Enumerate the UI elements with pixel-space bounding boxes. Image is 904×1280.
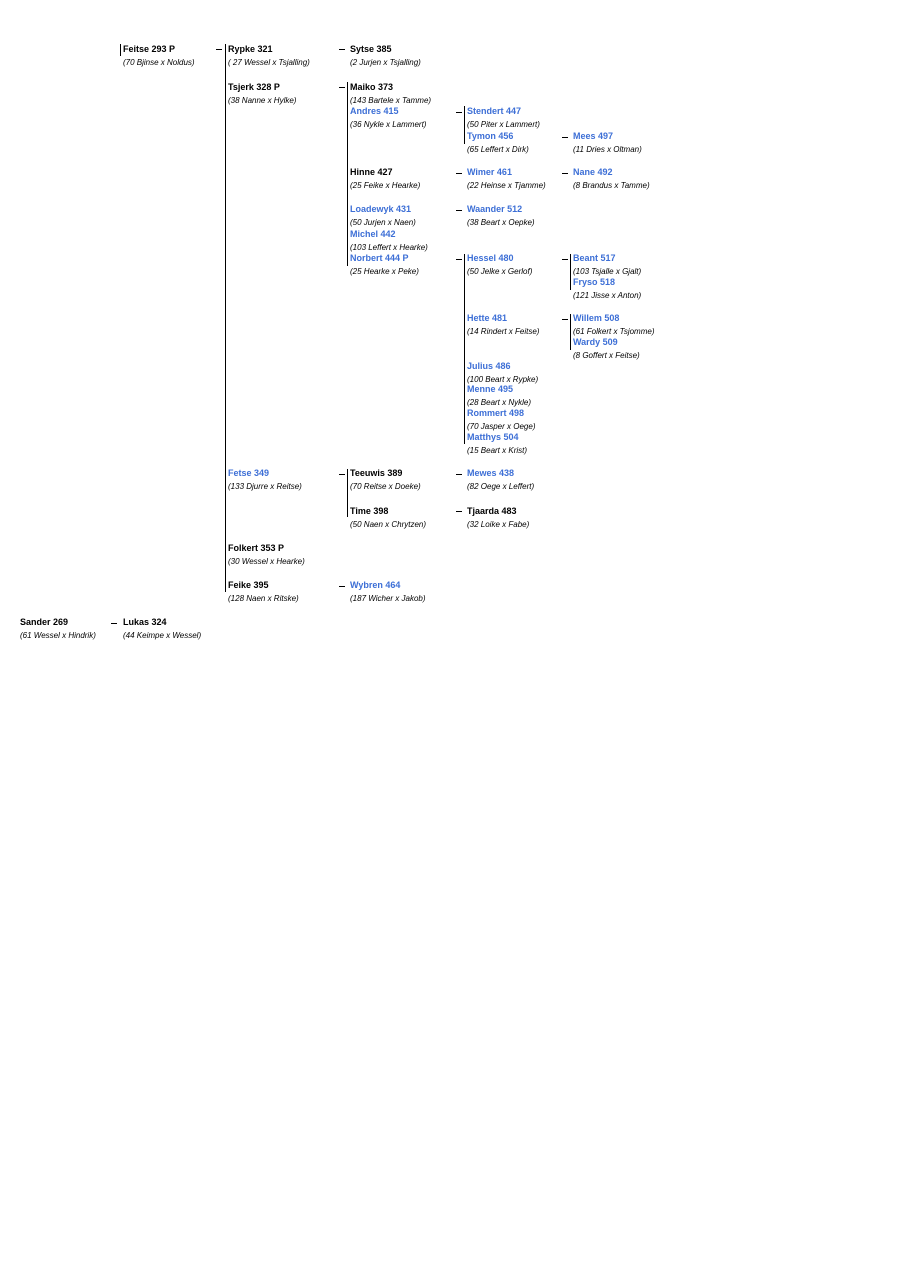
tree-connector [216,49,222,50]
person-link[interactable]: Mees 497 [573,131,614,141]
person-node[interactable] [350,229,428,253]
person-node[interactable] [350,253,419,277]
person-link[interactable]: Hette 481 [467,313,508,323]
person-node[interactable] [573,253,641,277]
person-link[interactable]: Mewes 438 [467,468,515,478]
tree-branch-line [570,314,571,350]
person-parents: (38 Beart x Oepke) [467,218,535,227]
person-parents: (11 Dries x Oltman) [573,145,642,154]
tree-branch-line [570,254,571,290]
person-parents: (25 Feike x Hearke) [350,181,421,190]
person-parents: (103 Leffert x Hearke) [350,243,428,252]
person-parents: (65 Leffert x Dirk) [467,145,529,154]
person-parents: (103 Tsjalle x Gjalt) [573,267,642,276]
person-parents: (70 Jasper x Oege) [467,422,536,431]
person-link[interactable]: Fetse 349 [228,468,270,478]
person-node [350,468,421,492]
person-parents: (50 Piter x Lammert) [467,120,540,129]
person-parents: (15 Beart x Krist) [467,446,528,455]
person-node [350,44,421,68]
person-node [228,543,305,567]
person-parents: (8 Brandus x Tamme) [573,181,650,190]
tree-connector [456,210,462,211]
person-parents: (30 Wessel x Hearke) [228,557,305,566]
person-link[interactable]: Tymon 456 [467,131,514,141]
person-node [228,82,296,106]
person-name: Hinne 427 [350,167,393,177]
person-link[interactable]: Wybren 464 [350,580,401,590]
person-link[interactable]: Michel 442 [350,229,396,239]
person-parents: (22 Heinse x Tjamme) [467,181,546,190]
person-node[interactable] [467,361,538,385]
person-node [123,617,201,641]
tree-branch-line [347,82,348,266]
person-node[interactable] [467,313,539,337]
person-link[interactable]: Fryso 518 [573,277,616,287]
person-node[interactable] [467,131,529,155]
person-parents: ( 27 Wessel x Tsjalling) [228,58,310,67]
tree-branch-line [464,254,465,444]
person-parents: (36 Nykle x Lammert) [350,120,427,129]
person-parents: (8 Goffert x Feitse) [573,351,640,360]
person-node [228,44,310,68]
person-node [20,617,96,641]
person-name: Tsjerk 328 P [228,82,280,92]
person-name: Sytse 385 [350,44,392,54]
person-parents: (143 Bartele x Tamme) [350,96,432,105]
tree-connector [562,173,568,174]
person-link[interactable]: Loadewyk 431 [350,204,412,214]
person-parents: (133 Djurre x Reitse) [228,482,302,491]
tree-connector [111,623,117,624]
person-node [228,580,299,604]
tree-connector [562,259,568,260]
person-name: Tjaarda 483 [467,506,517,516]
person-parents: (44 Keimpe x Wessel) [123,631,202,640]
person-name: Rypke 321 [228,44,273,54]
person-node[interactable] [467,408,535,432]
person-name: Lukas 324 [123,617,167,627]
person-node[interactable] [228,468,302,492]
person-node[interactable] [573,131,642,155]
person-parents: (61 Wessel x Hindrik) [20,631,96,640]
person-name: Maiko 373 [350,82,394,92]
tree-connector [456,112,462,113]
person-link[interactable]: Stendert 447 [467,106,522,116]
person-node[interactable] [573,277,641,301]
person-node [350,167,420,191]
tree-connector [456,259,462,260]
person-parents: (38 Nanne x Hylke) [228,96,297,105]
person-parents: (128 Naen x Ritske) [228,594,299,603]
person-parents: (61 Folkert x Tsjomme) [573,327,655,336]
person-node [467,506,529,530]
person-link[interactable]: Waander 512 [467,204,523,214]
person-name: Teeuwis 389 [350,468,403,478]
person-parents: (100 Beart x Rypke) [467,375,539,384]
person-parents: (82 Oege x Leffert) [467,482,535,491]
person-link[interactable]: Beant 517 [573,253,616,263]
tree-connector [456,474,462,475]
person-parents: (187 Wicher x Jakob) [350,594,426,603]
person-name: Time 398 [350,506,389,516]
tree-connector [339,474,345,475]
person-link[interactable]: Menne 495 [467,384,514,394]
person-link[interactable]: Norbert 444 P [350,253,409,263]
person-node[interactable] [573,167,650,191]
tree-connector [339,49,345,50]
person-node[interactable] [573,337,640,361]
person-parents: (28 Beart x Nykle) [467,398,532,407]
person-parents: (70 Bjinse x Noldus) [123,58,195,67]
person-link[interactable]: Willem 508 [573,313,620,323]
person-parents: (70 Reitse x Doeke) [350,482,421,491]
person-node[interactable] [467,468,534,492]
person-node[interactable] [467,204,535,228]
person-parents: (50 Jurjen x Naen) [350,218,416,227]
person-name: Feike 395 [228,580,269,590]
person-parents: (50 Naen x Chrytzen) [350,520,427,529]
person-link[interactable]: Wimer 461 [467,167,512,177]
person-node[interactable] [467,253,532,277]
person-node [123,44,195,68]
person-link[interactable]: Hessel 480 [467,253,514,263]
person-parents: (121 Jisse x Anton) [573,291,642,300]
person-parents: (2 Jurjen x Tsjalling) [350,58,421,67]
person-node [350,506,426,530]
person-name: Folkert 353 P [228,543,285,553]
person-node[interactable] [467,167,546,191]
person-parents: (14 Rindert x Feitse) [467,327,540,336]
tree-connector [456,173,462,174]
person-link[interactable]: Nane 492 [573,167,613,177]
tree-branch-line [225,44,226,592]
person-parents: (25 Hearke x Peke) [350,267,419,276]
tree-branch-line [347,469,348,517]
person-node [350,82,431,106]
person-link[interactable]: Matthys 504 [467,432,519,442]
person-node[interactable] [350,106,426,130]
person-name: Feitse 293 P [123,44,176,54]
person-link[interactable]: Wardy 509 [573,337,618,347]
person-link[interactable]: Rommert 498 [467,408,525,418]
tree-connector [562,319,568,320]
person-node[interactable] [467,384,531,408]
person-link[interactable]: Julius 486 [467,361,511,371]
person-link[interactable]: Andres 415 [350,106,399,116]
person-node[interactable] [467,432,527,456]
person-name: Sander 269 [20,617,69,627]
tree-connector [339,586,345,587]
tree-branch-line [464,106,465,144]
tree-branch-line [120,44,121,56]
person-node[interactable] [467,106,540,130]
person-node[interactable] [350,580,426,604]
person-parents: (50 Jelke x Gerlof) [467,267,533,276]
tree-connector [339,87,345,88]
tree-connector [562,137,568,138]
person-node[interactable] [573,313,655,337]
person-node[interactable] [350,204,416,228]
person-parents: (32 Loike x Fabe) [467,520,530,529]
tree-connector [456,511,462,512]
